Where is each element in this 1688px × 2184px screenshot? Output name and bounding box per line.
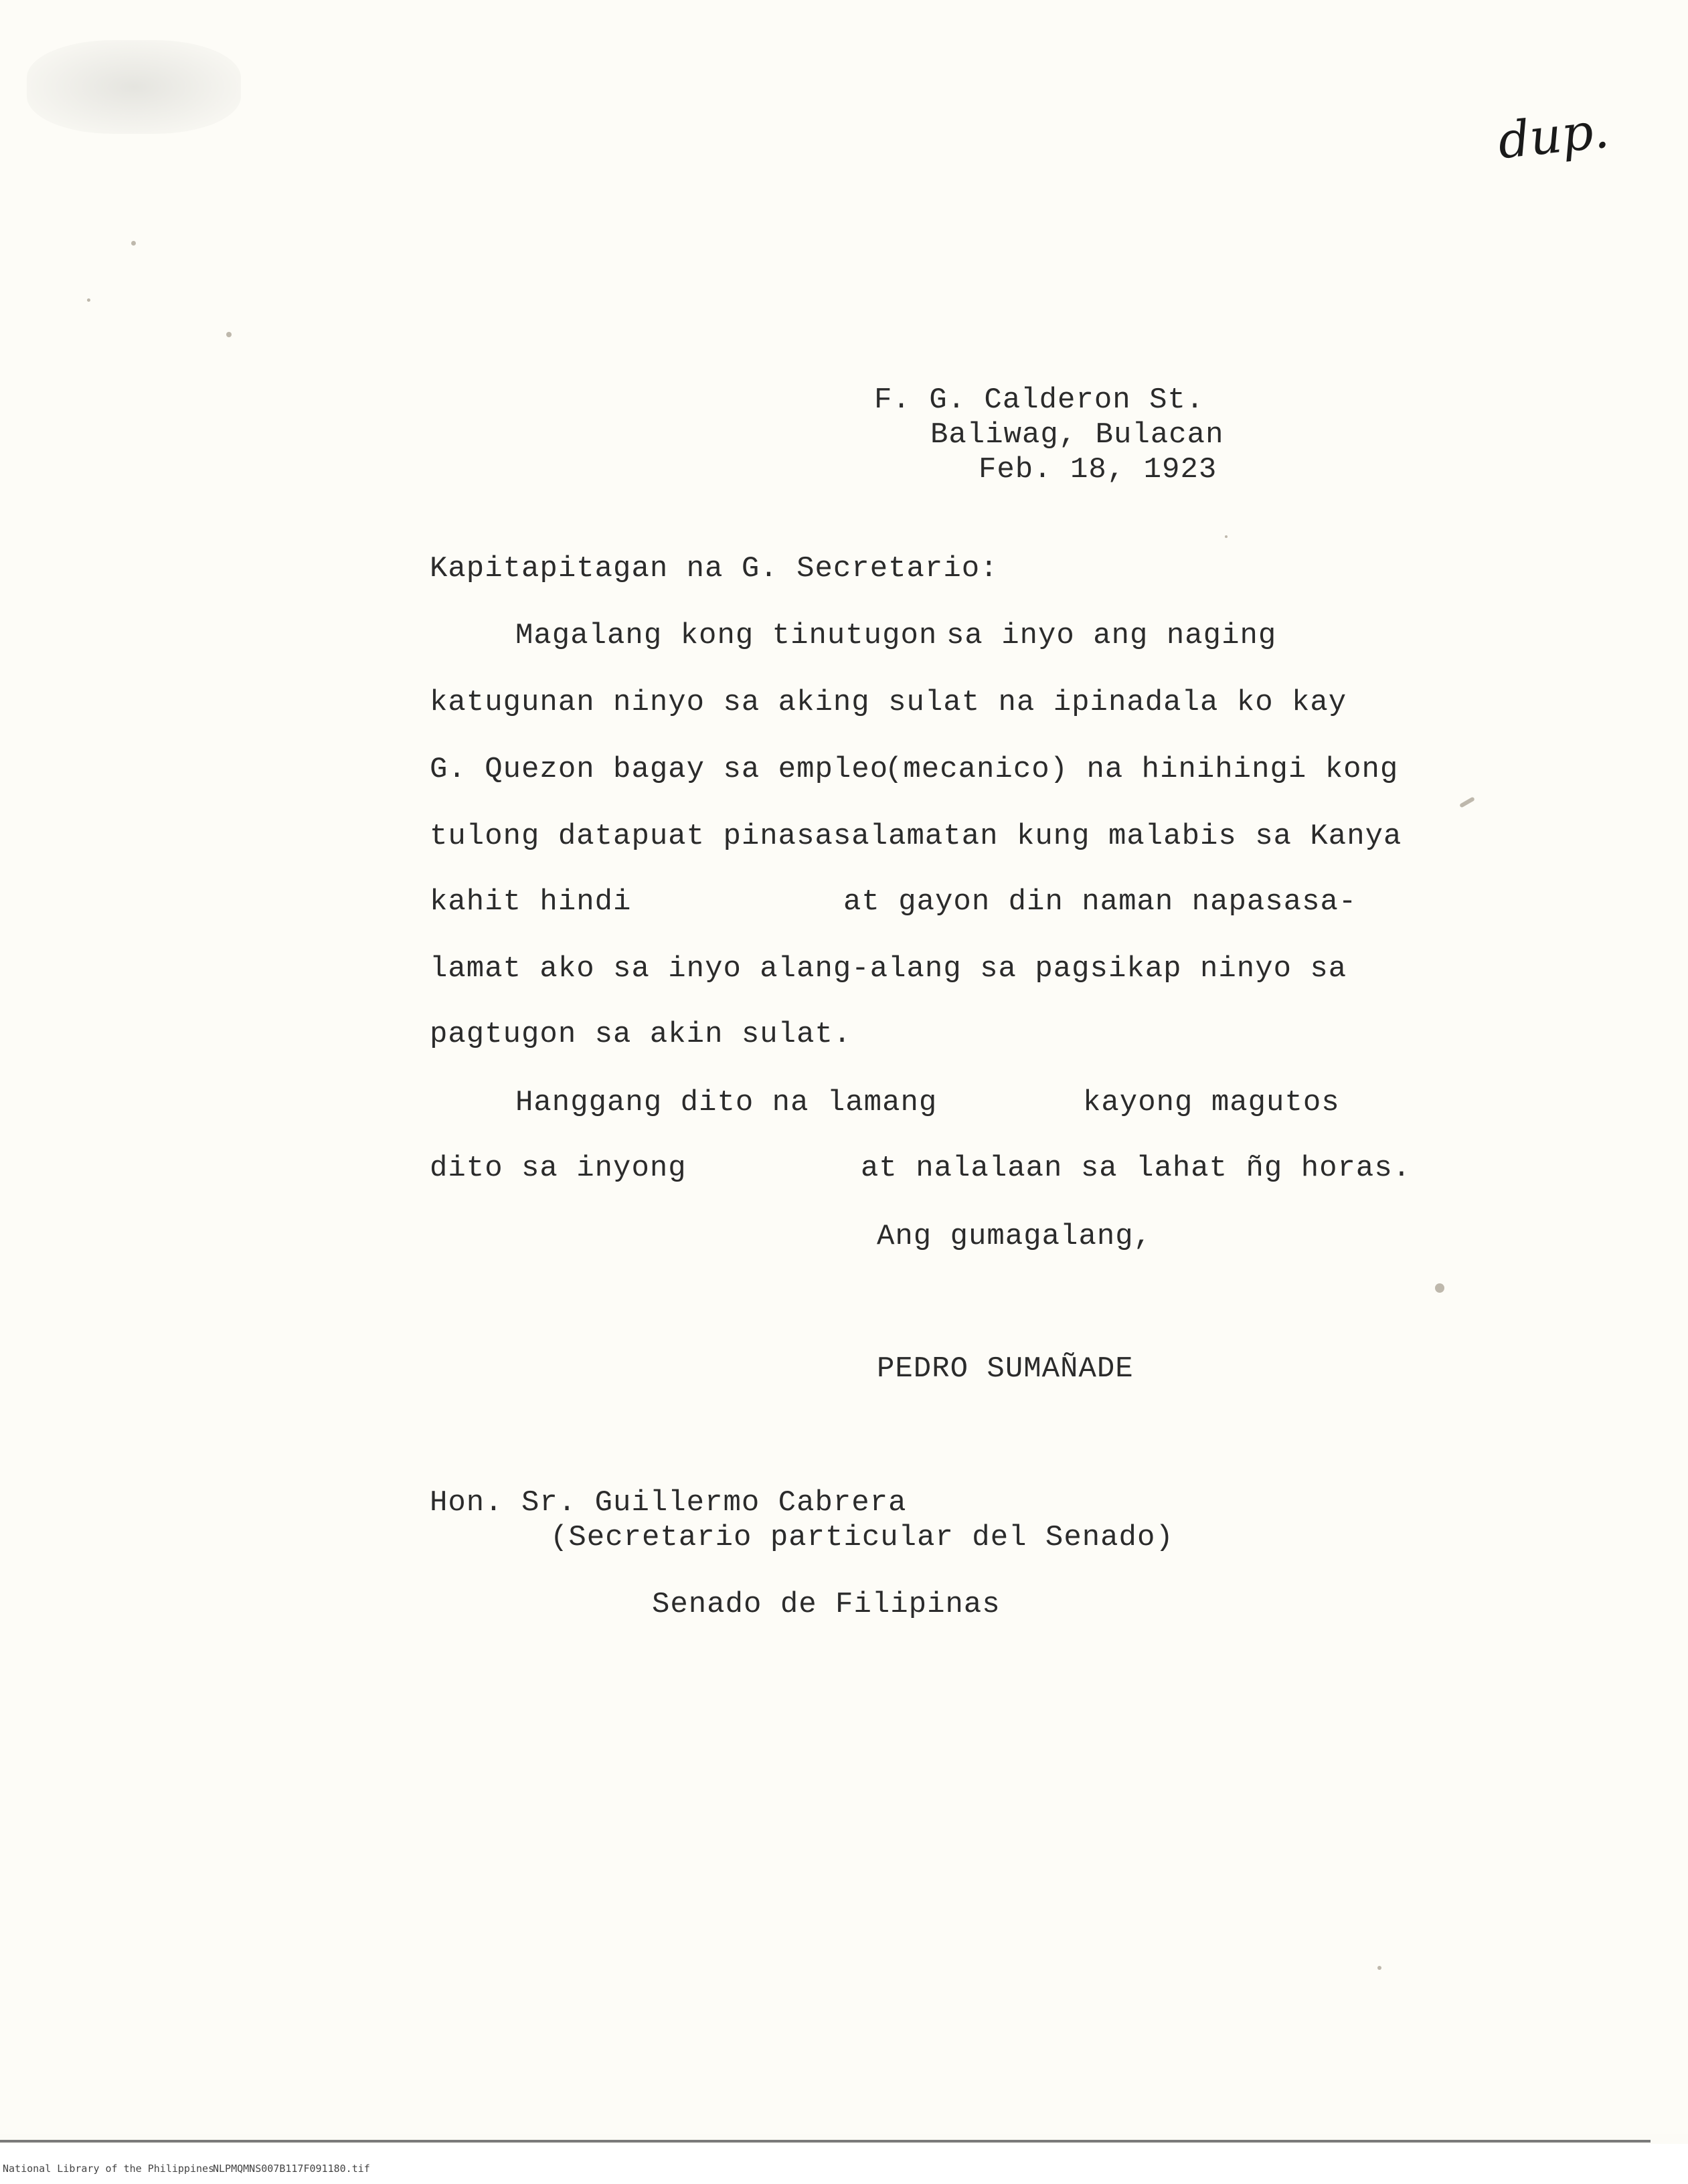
body-line: sa inyo ang naging <box>946 619 1277 652</box>
body-line: lamat ako sa inyo alang-alang sa pagsikap ninyo sa <box>430 952 1347 986</box>
body-line: (mecanico) na hinihingi kong <box>885 753 1399 786</box>
body-line: dito sa inyong <box>430 1152 687 1185</box>
body-line: Magalang kong tinutugon <box>515 619 938 652</box>
paper-speck <box>87 298 90 302</box>
body-line: at nalalaan sa lahat ñg horas. <box>861 1152 1412 1185</box>
footer-library: National Library of the Philippines <box>3 2163 215 2175</box>
closing: Ang gumagalang, <box>877 1220 1153 1253</box>
body-line: at gayon din naman napasasa- <box>843 885 1357 919</box>
body-line: kayong magutos <box>1083 1086 1340 1119</box>
address-date: Feb. 18, 1923 <box>979 453 1217 486</box>
recipient-institution: Senado de Filipinas <box>652 1588 1001 1621</box>
paper-speck <box>1377 1966 1381 1970</box>
body-line: kahit hindi <box>430 885 632 919</box>
paper-speck <box>131 241 136 246</box>
body-line: katugunan ninyo sa aking sulat na ipinadala ko kay <box>430 686 1347 719</box>
handwritten-annotation: dup. <box>1495 101 1612 171</box>
paper-speck <box>1435 1283 1444 1293</box>
body-line: tulong datapuat pinasasalamatan kung malabis sa Kanya <box>430 820 1402 853</box>
body-line: pagtugon sa akin sulat. <box>430 1018 852 1051</box>
signature-name: PEDRO SUMAÑADE <box>877 1352 1134 1386</box>
paper-speck <box>1225 535 1228 538</box>
scan-edge-rule <box>0 2140 1651 2143</box>
recipient-name: Hon. Sr. Guillermo Cabrera <box>430 1486 907 1520</box>
body-line: Hanggang dito na lamang <box>515 1086 938 1119</box>
body-line: G. Quezon bagay sa empleo <box>430 753 889 786</box>
footer-filename: NLPMQMNS007B117F091180.tif <box>213 2163 370 2175</box>
paper-speck <box>226 332 232 337</box>
address-street: F. G. Calderon St. <box>874 383 1205 417</box>
recipient-title: (Secretario particular del Senado) <box>550 1521 1174 1554</box>
paper-smudge <box>27 40 241 134</box>
address-town: Baliwag, Bulacan <box>930 418 1224 452</box>
salutation: Kapitapitagan na G. Secretario: <box>430 552 999 585</box>
paper-speck <box>1459 796 1475 808</box>
